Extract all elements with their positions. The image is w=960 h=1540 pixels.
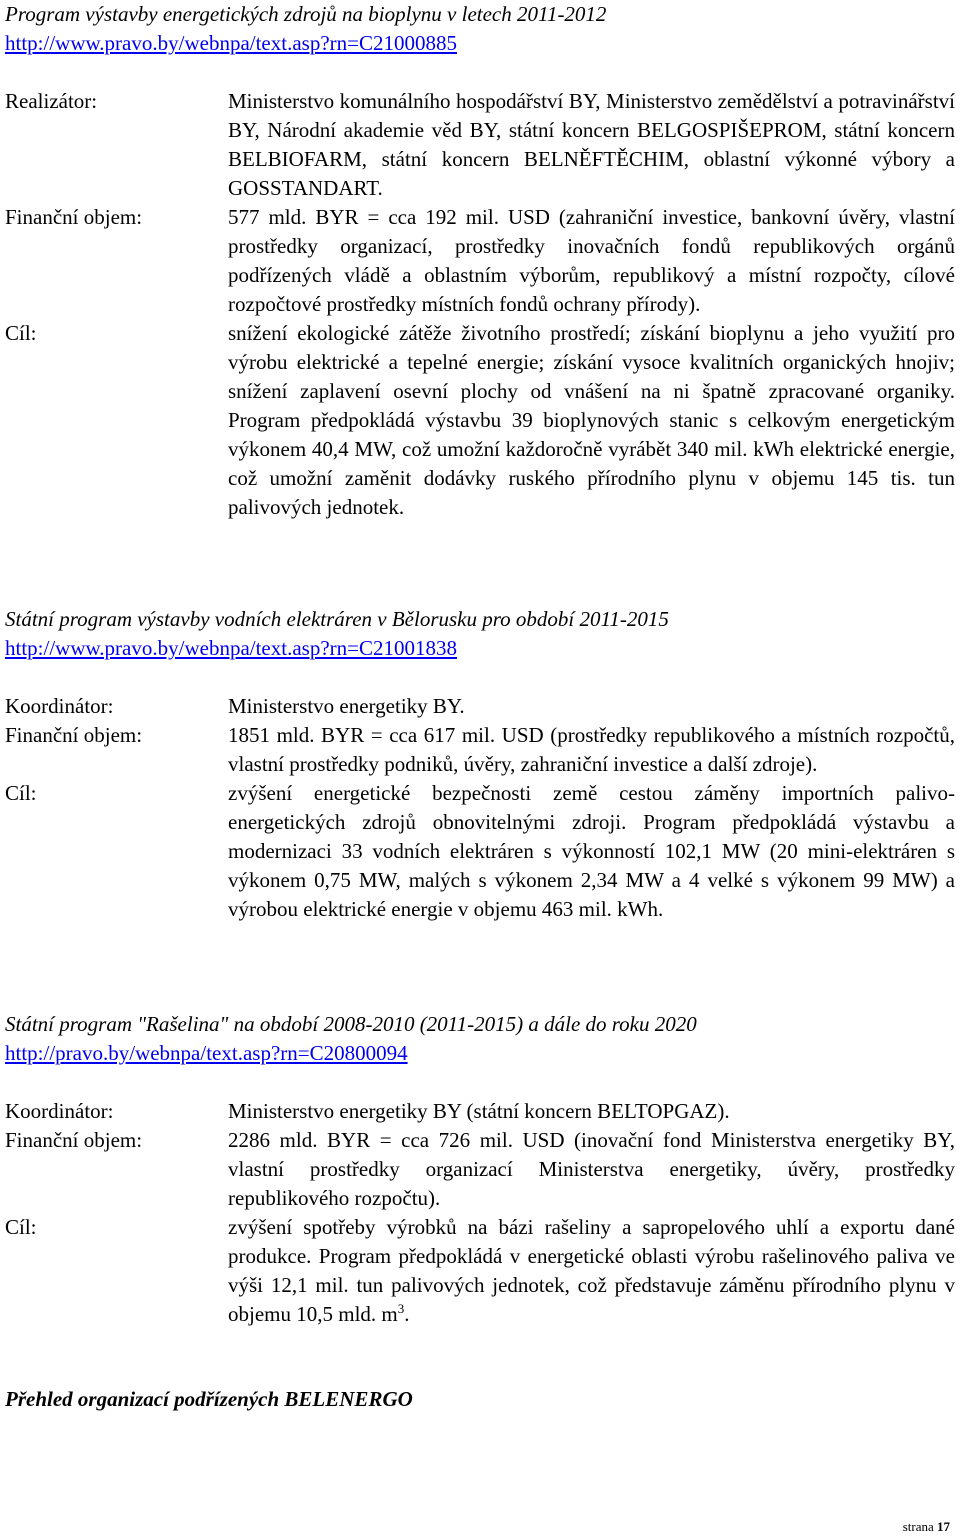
program-section-biogas — [0, 0, 960, 522]
field-row-financial-volume — [0, 1126, 960, 1213]
overview-heading: Přehled organizací podřízených BELENERGO — [5, 1387, 413, 1411]
field-label: Cíl: — [5, 781, 37, 805]
field-row-implementer — [0, 87, 960, 203]
program-link[interactable]: http://pravo.by/webnpa/text.asp?rn=C20800094 — [5, 1041, 408, 1065]
field-label: Koordinátor: — [5, 1099, 114, 1123]
field-value: Ministerstvo energetiky BY. — [228, 694, 465, 718]
field-label: Finanční objem: — [5, 205, 143, 229]
field-label: Cíl: — [5, 1215, 37, 1239]
field-label: Koordinátor: — [5, 694, 114, 718]
field-value: 2286 mld. BYR = cca 726 mil. USD (inovační fond Ministerstva energetiky BY, vlastní prostředky organizací Ministerstva energetiky, úvěry, prostředky republikového rozpočtu). — [228, 1128, 955, 1210]
field-row-coordinator — [0, 1097, 960, 1126]
field-row-financial-volume — [0, 203, 960, 319]
program-fields — [0, 1097, 960, 1329]
field-label: Finanční objem: — [5, 1128, 143, 1152]
program-section-peat — [0, 1010, 960, 1329]
field-row-goal — [0, 1213, 960, 1329]
program-title: Státní program výstavby vodních elektráren v Bělorusku pro období 2011-2015 — [5, 607, 669, 631]
page-footer — [903, 1519, 950, 1535]
program-link[interactable]: http://www.pravo.by/webnpa/text.asp?rn=C21000885 — [5, 31, 457, 55]
goal-text-end: . — [404, 1302, 410, 1326]
program-title: Státní program "Rašelina" na období 2008-2010 (2011-2015) a dále do roku 2020 — [5, 1012, 697, 1036]
field-value: zvýšení energetické bezpečnosti země cestou záměny importních palivo-energetických zdrojů obnovitelnými zdroji. Program předpokládá výstavbu a modernizaci 33 vodních elektráren s výkonností 102,1 MW (20 mini-elektráren s výkonem 0,75 MW, malých s výkonem 2,34 MW a 4 velké s výkonem 99 MW) a výrobou elektrické energie v objemu 463 mil. kWh. — [228, 781, 955, 921]
field-label: Realizátor: — [5, 89, 98, 113]
field-label: Finanční objem: — [5, 723, 143, 747]
program-fields — [0, 87, 960, 522]
program-fields — [0, 692, 960, 924]
field-row-financial-volume — [0, 721, 960, 779]
page-number: 17 — [937, 1519, 950, 1534]
field-value: 577 mld. BYR = cca 192 mil. USD (zahraniční investice, bankovní úvěry, vlastní prostředky organizací, prostředky inovačních fondů republikových orgánů podřízených vládě a oblastním výborům, republikový a místní rozpočty, cílové rozpočtové prostředky místních fondů ochrany přírody). — [228, 205, 955, 316]
field-row-goal — [0, 319, 960, 522]
field-row-coordinator — [0, 692, 960, 721]
field-value — [228, 1213, 955, 1329]
program-link[interactable]: http://www.pravo.by/webnpa/text.asp?rn=C21001838 — [5, 636, 457, 660]
field-value: snížení ekologické zátěže životního prostředí; získání bioplynu a jeho využití pro výrobu elektrické a tepelné energie; získání vysoce kvalitních organických hnojiv; snížení zaplavení osevní plochy od vnášení na ni špatně zpracované organiky. Program předpokládá výstavbu 39 bioplynových stanic s celkovým energetickým výkonem 40,4 MW, což umožní každoročně vyrábět 340 mil. kWh elektrické energie, což umožní zaměnit dodávky ruského přírodního plynu v objemu 145 tis. tun palivových jednotek. — [228, 321, 955, 519]
field-row-goal — [0, 779, 960, 924]
page-label: strana — [902, 1519, 934, 1534]
field-value: Ministerstvo energetiky BY (státní koncern BELTOPGAZ). — [228, 1099, 730, 1123]
program-title: Program výstavby energetických zdrojů na bioplynu v letech 2011-2012 — [5, 2, 607, 26]
field-value: 1851 mld. BYR = cca 617 mil. USD (prostředky republikového a místních rozpočtů, vlastní prostředky podniků, úvěry, zahraniční investice a další zdroje). — [228, 723, 955, 776]
field-label: Cíl: — [5, 321, 37, 345]
field-value: Ministerstvo komunálního hospodářství BY, Ministerstvo zemědělství a potravinářství BY, Národní akademie věd BY, státní koncern BELGOSPIŠEPROM, státní koncern BELBIOFARM, státní koncern BELNĚFTĚCHIM, oblastní výkonné výbory a GOSSTANDART. — [228, 89, 955, 200]
cubic-superscript: 3 — [397, 1301, 405, 1316]
program-section-hydro — [0, 605, 960, 924]
goal-text: zvýšení spotřeby výrobků na bázi rašeliny a sapropelového uhlí a exportu dané produkce. Program předpokládá v energetické oblasti výrobu rašelinového paliva ve výši 12,1 mil. tun palivových jednotek, což představuje záměnu přírodního plynu v objemu 10,5 mld. m — [228, 1215, 955, 1326]
